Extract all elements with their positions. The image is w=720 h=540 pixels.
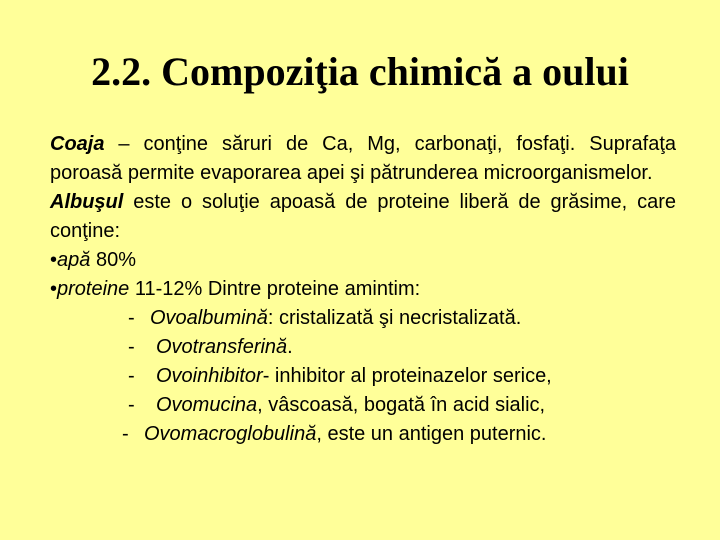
bullet-text: 11-12% Dintre proteine amintim:	[129, 278, 421, 300]
coaja-term: Coaja	[50, 133, 105, 155]
protein-term: Ovomacroglobulină	[144, 423, 317, 445]
bullet-term: proteine	[57, 278, 130, 300]
protein-term: Ovotransferină	[156, 336, 288, 358]
protein-term: Ovoinhibitor	[156, 365, 263, 387]
slide-title: 2.2. Compoziţia chimică a oului	[91, 49, 629, 94]
protein-term: Ovoalbumină	[150, 307, 268, 329]
protein-item-ovoinhibitor	[50, 362, 676, 391]
protein-text: : cristalizată şi necristalizată.	[267, 307, 522, 329]
bullet-mark: •	[50, 278, 58, 300]
bullet-mark: •	[50, 249, 58, 271]
protein-text: - inhibitor al proteinazelor serice,	[262, 365, 552, 387]
dash-mark: -	[122, 423, 129, 445]
bullet-proteine	[50, 275, 676, 304]
protein-term: Ovomucina	[156, 394, 258, 416]
protein-text: , vâscoasă, bogată în acid sialic,	[257, 394, 546, 416]
albus-term: Albuşul	[50, 191, 124, 213]
bullet-text: 80%	[90, 249, 136, 271]
protein-text: , este un antigen puternic.	[316, 423, 547, 445]
albus-paragraph	[50, 188, 676, 246]
bullet-term: apă	[57, 249, 91, 271]
protein-item-ovomucina	[50, 391, 676, 420]
protein-item-ovomacroglobulina	[50, 420, 676, 449]
dash-mark: -	[128, 394, 135, 416]
protein-item-ovotransferina	[50, 333, 676, 362]
slide-body	[50, 130, 676, 449]
bullet-apa	[50, 246, 676, 275]
dash-mark: -	[128, 307, 135, 329]
coaja-text: – conţine săruri de Ca, Mg, carbonaţi, fosfaţi. Suprafaţa poroasă permite evaporarea apei şi pătrunderea microorganismelor.	[50, 133, 676, 184]
coaja-paragraph	[50, 130, 676, 188]
protein-text: .	[287, 336, 293, 358]
dash-mark: -	[128, 365, 135, 387]
dash-mark: -	[128, 336, 135, 358]
albus-text: este o soluţie apoasă de proteine liberă de grăsime, care conţine:	[50, 191, 676, 242]
protein-item-ovoalbumina	[50, 304, 676, 333]
